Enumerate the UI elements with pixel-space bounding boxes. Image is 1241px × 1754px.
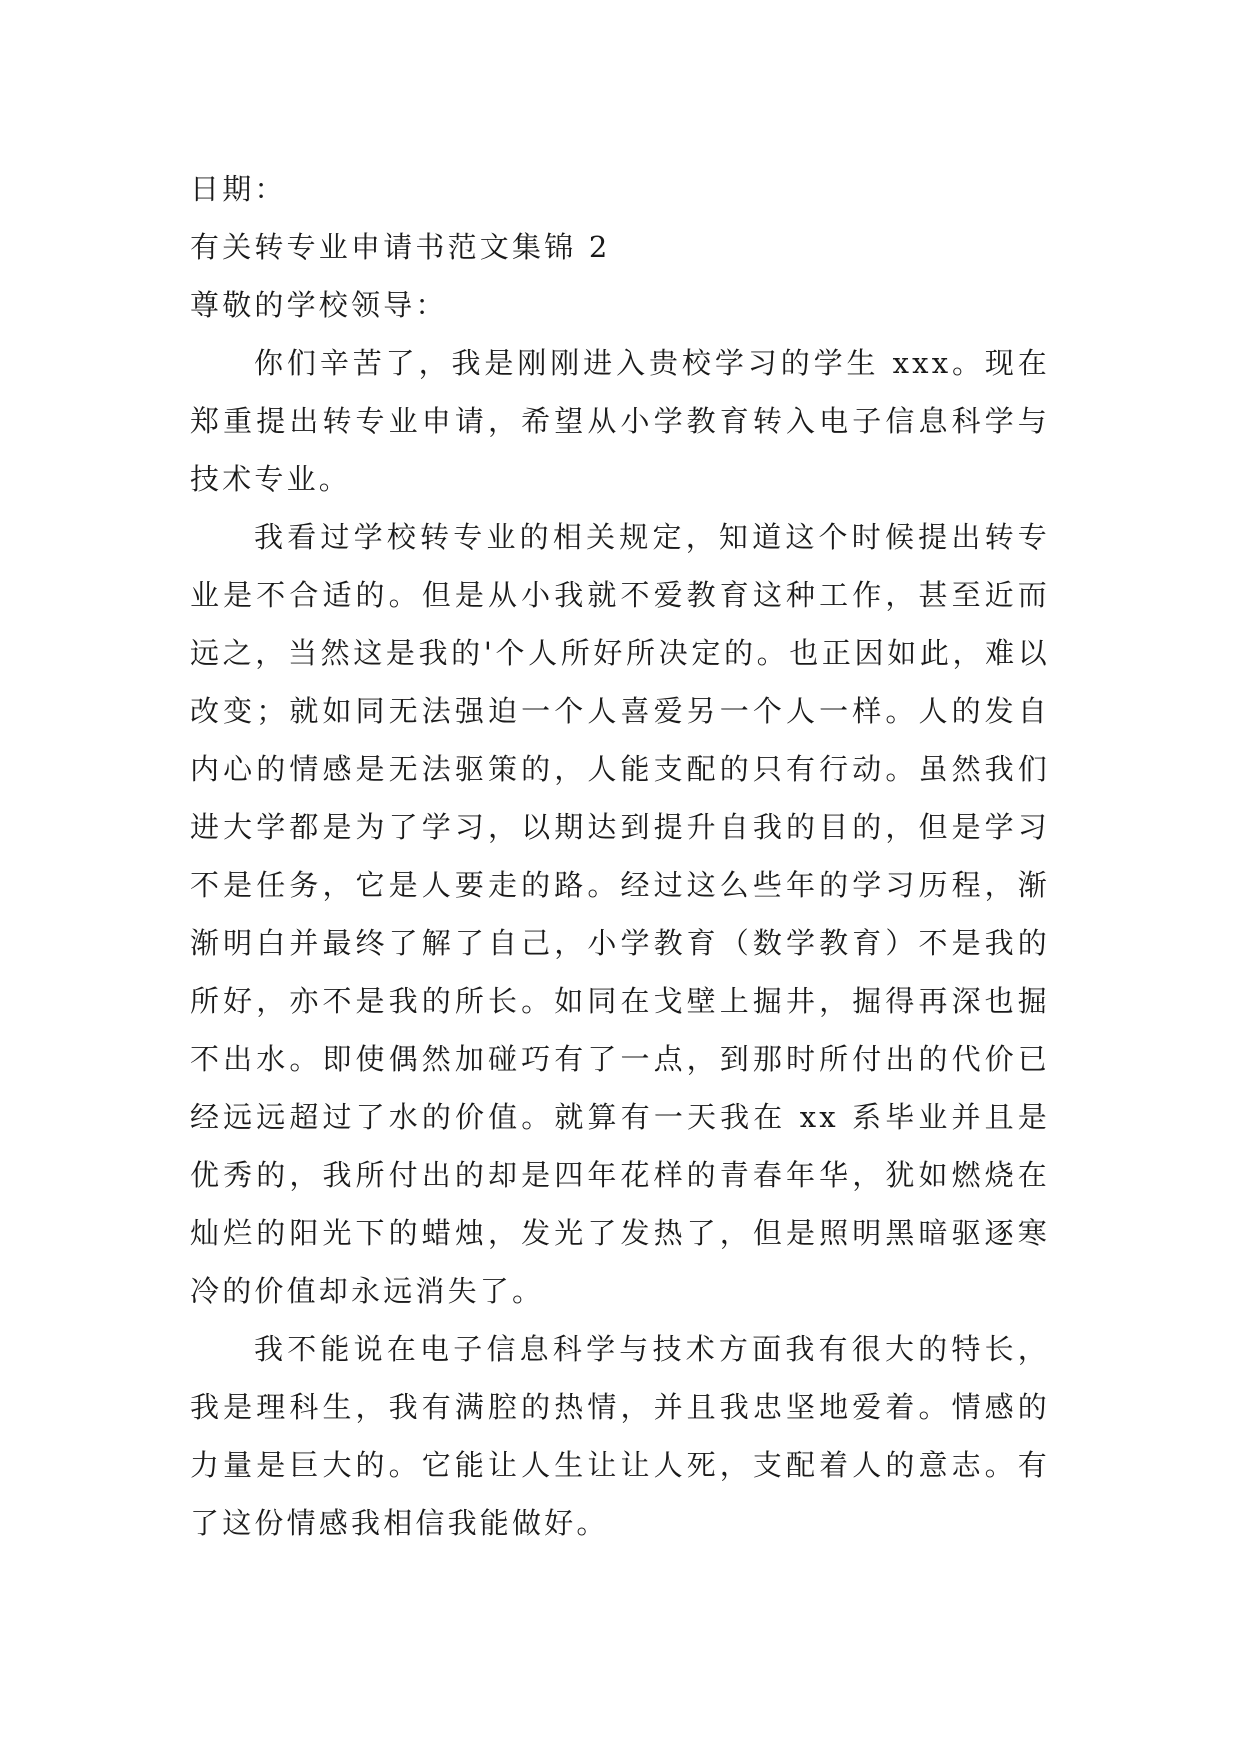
paragraph-3: 我不能说在电子信息科学与技术方面我有很大的特长，我是理科生，我有满腔的热情，并且我忠坚地爱着。情感的力量是巨大的。它能让人生让让人死，支配着人的意志。有了这份情感我相信我能做好。 bbox=[190, 1332, 1050, 1540]
salutation: 尊敬的学校领导： bbox=[190, 288, 448, 322]
date-label: 日期： bbox=[190, 172, 287, 206]
document-title: 有关转专业申请书范文集锦 2 bbox=[190, 230, 611, 264]
document-body bbox=[190, 160, 1050, 1552]
paragraph-1: 你们辛苦了，我是刚刚进入贵校学习的学生 xxx。现在郑重提出转专业申请，希望从小学教育转入电子信息科学与技术专业。 bbox=[190, 346, 1050, 496]
paragraph-2: 我看过学校转专业的相关规定，知道这个时候提出转专业是不合适的。但是从小我就不爱教育这种工作，甚至近而远之，当然这是我的'个人所好所决定的。也正因如此，难以改变；就如同无法强迫一个人喜爱另一个人一样。人的发自内心的情感是无法驱策的，人能支配的只有行动。虽然我们进大学都是为了学习，以期达到提升自我的目的，但是学习不是任务，它是人要走的路。经过这么些年的学习历程，渐渐明白并最终了解了自己，小学教育（数学教育）不是我的所好，亦不是我的所长。如同在戈壁上掘井，掘得再深也掘不出水。即使偶然加碰巧有了一点，到那时所付出的代价已经远远超过了水的价值。就算有一天我在 xx 系毕业并且是优秀的，我所付出的却是四年花样的青春年华，犹如燃烧在灿烂的阳光下的蜡烛，发光了发热了，但是照明黑暗驱逐寒冷的价值却永远消失了。 bbox=[190, 520, 1050, 1308]
